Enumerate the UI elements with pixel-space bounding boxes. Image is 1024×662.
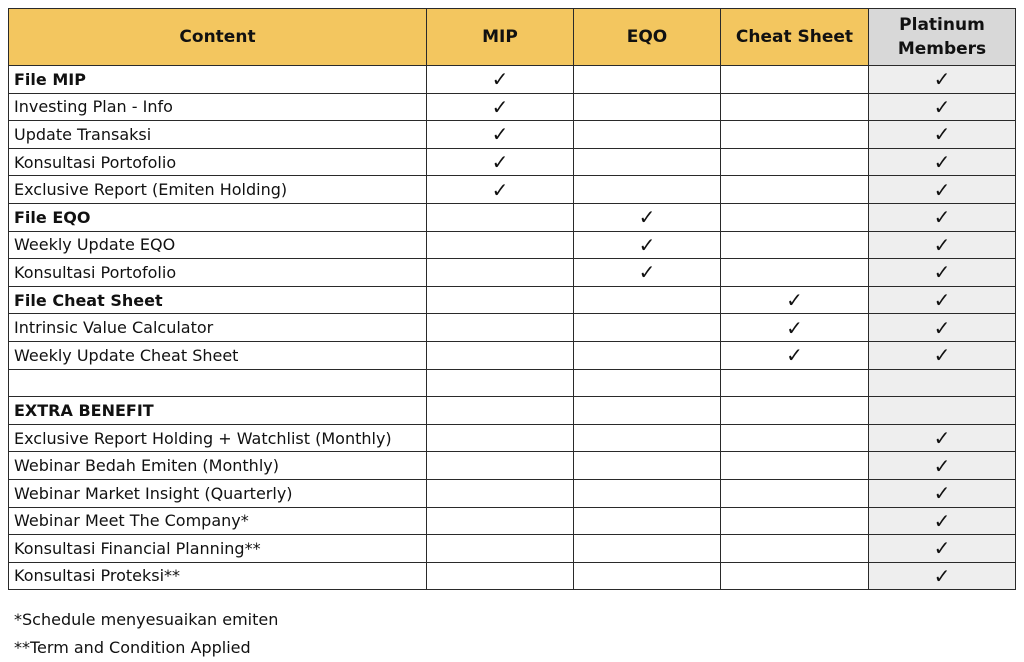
cell-cheat	[721, 397, 869, 425]
checkmark-icon: ✓	[491, 122, 509, 147]
cell-eqo	[574, 286, 721, 314]
cell-platinum	[869, 562, 1016, 590]
row-label: Konsultasi Portofolio	[9, 259, 427, 287]
table-row	[9, 479, 1016, 507]
table-row	[9, 369, 1016, 397]
checkmark-icon: ✓	[933, 343, 951, 368]
checkmark-icon: ✓	[933, 536, 951, 561]
cell-mip	[427, 148, 574, 176]
cell-mip	[427, 121, 574, 149]
table-body	[9, 66, 1016, 590]
cell-mip	[427, 286, 574, 314]
cell-mip	[427, 259, 574, 287]
row-label: File Cheat Sheet	[9, 286, 427, 314]
cell-platinum	[869, 424, 1016, 452]
table-row	[9, 148, 1016, 176]
checkmark-icon: ✓	[638, 205, 656, 230]
cell-platinum	[869, 176, 1016, 204]
cell-eqo	[574, 507, 721, 535]
checkmark-icon: ✓	[638, 260, 656, 285]
cell-eqo	[574, 397, 721, 425]
cell-cheat	[721, 66, 869, 94]
cell-platinum	[869, 479, 1016, 507]
table-row	[9, 203, 1016, 231]
cell-mip	[427, 369, 574, 397]
table-row	[9, 341, 1016, 369]
footnotes	[14, 606, 278, 662]
checkmark-icon: ✓	[933, 67, 951, 92]
cell-eqo	[574, 314, 721, 342]
row-label: Webinar Bedah Emiten (Monthly)	[9, 452, 427, 480]
row-label: Investing Plan - Info	[9, 93, 427, 121]
cell-cheat	[721, 148, 869, 176]
cell-platinum	[869, 286, 1016, 314]
row-label: File MIP	[9, 66, 427, 94]
table-row	[9, 314, 1016, 342]
cell-mip	[427, 341, 574, 369]
table-row	[9, 452, 1016, 480]
row-label: Intrinsic Value Calculator	[9, 314, 427, 342]
table-row	[9, 286, 1016, 314]
cell-mip	[427, 203, 574, 231]
header-eqo: EQO	[574, 9, 721, 66]
footnote-schedule: *Schedule menyesuaikan emiten	[14, 610, 279, 629]
cell-cheat	[721, 93, 869, 121]
checkmark-icon: ✓	[933, 426, 951, 451]
checkmark-icon: ✓	[933, 288, 951, 313]
row-label: Konsultasi Portofolio	[9, 148, 427, 176]
cell-eqo	[574, 424, 721, 452]
cell-cheat	[721, 314, 869, 342]
cell-mip	[427, 231, 574, 259]
cell-mip	[427, 452, 574, 480]
cell-eqo	[574, 121, 721, 149]
cell-eqo	[574, 535, 721, 563]
cell-platinum	[869, 93, 1016, 121]
cell-eqo	[574, 562, 721, 590]
cell-cheat	[721, 452, 869, 480]
cell-platinum	[869, 231, 1016, 259]
cell-eqo	[574, 176, 721, 204]
cell-cheat	[721, 121, 869, 149]
cell-platinum	[869, 507, 1016, 535]
cell-eqo	[574, 148, 721, 176]
cell-cheat	[721, 203, 869, 231]
checkmark-icon: ✓	[933, 315, 951, 340]
cell-mip	[427, 314, 574, 342]
header-mip: MIP	[427, 9, 574, 66]
checkmark-icon: ✓	[933, 453, 951, 478]
cell-eqo	[574, 479, 721, 507]
row-label	[9, 369, 427, 397]
row-label: Exclusive Report (Emiten Holding)	[9, 176, 427, 204]
cell-cheat	[721, 259, 869, 287]
cell-platinum	[869, 397, 1016, 425]
checkmark-icon: ✓	[491, 177, 509, 202]
checkmark-icon: ✓	[491, 67, 509, 92]
table-row	[9, 93, 1016, 121]
cell-platinum	[869, 259, 1016, 287]
header-row	[9, 9, 1016, 66]
cell-platinum	[869, 452, 1016, 480]
cell-eqo	[574, 203, 721, 231]
cell-platinum	[869, 121, 1016, 149]
cell-cheat	[721, 231, 869, 259]
checkmark-icon: ✓	[933, 122, 951, 147]
cell-mip	[427, 93, 574, 121]
table-row	[9, 535, 1016, 563]
cell-cheat	[721, 479, 869, 507]
cell-mip	[427, 507, 574, 535]
row-label: Weekly Update Cheat Sheet	[9, 341, 427, 369]
cell-eqo	[574, 369, 721, 397]
cell-eqo	[574, 452, 721, 480]
cell-cheat	[721, 562, 869, 590]
table-row	[9, 121, 1016, 149]
cell-platinum	[869, 341, 1016, 369]
header-platinum-line2: Members	[897, 39, 987, 59]
cell-eqo	[574, 259, 721, 287]
cell-cheat	[721, 341, 869, 369]
cell-platinum	[869, 66, 1016, 94]
cell-mip	[427, 397, 574, 425]
header-cheat-sheet: Cheat Sheet	[721, 9, 869, 66]
row-label: Webinar Meet The Company*	[9, 507, 427, 535]
cell-mip	[427, 562, 574, 590]
table-row	[9, 424, 1016, 452]
cell-mip	[427, 176, 574, 204]
cell-mip	[427, 424, 574, 452]
cell-platinum	[869, 314, 1016, 342]
table-row	[9, 397, 1016, 425]
cell-cheat	[721, 535, 869, 563]
table-row	[9, 259, 1016, 287]
table-row	[9, 231, 1016, 259]
cell-platinum	[869, 369, 1016, 397]
checkmark-icon: ✓	[933, 508, 951, 533]
checkmark-icon: ✓	[786, 288, 803, 313]
cell-cheat	[721, 424, 869, 452]
row-label: Konsultasi Financial Planning**	[9, 535, 427, 563]
checkmark-icon: ✓	[786, 315, 803, 340]
row-label: Konsultasi Proteksi**	[9, 562, 427, 590]
checkmark-icon: ✓	[786, 343, 803, 368]
checkmark-icon: ✓	[933, 94, 951, 119]
checkmark-icon: ✓	[491, 94, 509, 119]
header-platinum-line1: Platinum	[899, 15, 985, 35]
checkmark-icon: ✓	[933, 481, 951, 506]
cell-cheat	[721, 507, 869, 535]
cell-platinum	[869, 535, 1016, 563]
table-row	[9, 176, 1016, 204]
row-label: File EQO	[9, 203, 427, 231]
cell-eqo	[574, 341, 721, 369]
cell-platinum	[869, 148, 1016, 176]
checkmark-icon: ✓	[933, 177, 951, 202]
cell-eqo	[574, 93, 721, 121]
checkmark-icon: ✓	[933, 260, 951, 285]
cell-cheat	[721, 176, 869, 204]
table-row	[9, 66, 1016, 94]
row-label: Webinar Market Insight (Quarterly)	[9, 479, 427, 507]
header-content: Content	[9, 9, 427, 66]
header-platinum-members	[869, 9, 1016, 66]
checkmark-icon: ✓	[933, 563, 951, 588]
checkmark-icon: ✓	[638, 232, 656, 257]
cell-platinum	[869, 203, 1016, 231]
cell-cheat	[721, 369, 869, 397]
table-row	[9, 562, 1016, 590]
cell-eqo	[574, 66, 721, 94]
row-label: Update Transaksi	[9, 121, 427, 149]
cell-mip	[427, 535, 574, 563]
cell-mip	[427, 66, 574, 94]
comparison-table	[8, 8, 1016, 590]
checkmark-icon: ✓	[933, 205, 951, 230]
row-label: Exclusive Report Holding + Watchlist (Monthly)	[9, 424, 427, 452]
cell-cheat	[721, 286, 869, 314]
footnote-terms: **Term and Condition Applied	[14, 638, 251, 657]
row-label: Weekly Update EQO	[9, 231, 427, 259]
checkmark-icon: ✓	[933, 150, 951, 175]
table-row	[9, 507, 1016, 535]
checkmark-icon: ✓	[491, 150, 509, 175]
checkmark-icon: ✓	[933, 232, 951, 257]
cell-mip	[427, 479, 574, 507]
row-label: EXTRA BENEFIT	[9, 397, 427, 425]
cell-eqo	[574, 231, 721, 259]
